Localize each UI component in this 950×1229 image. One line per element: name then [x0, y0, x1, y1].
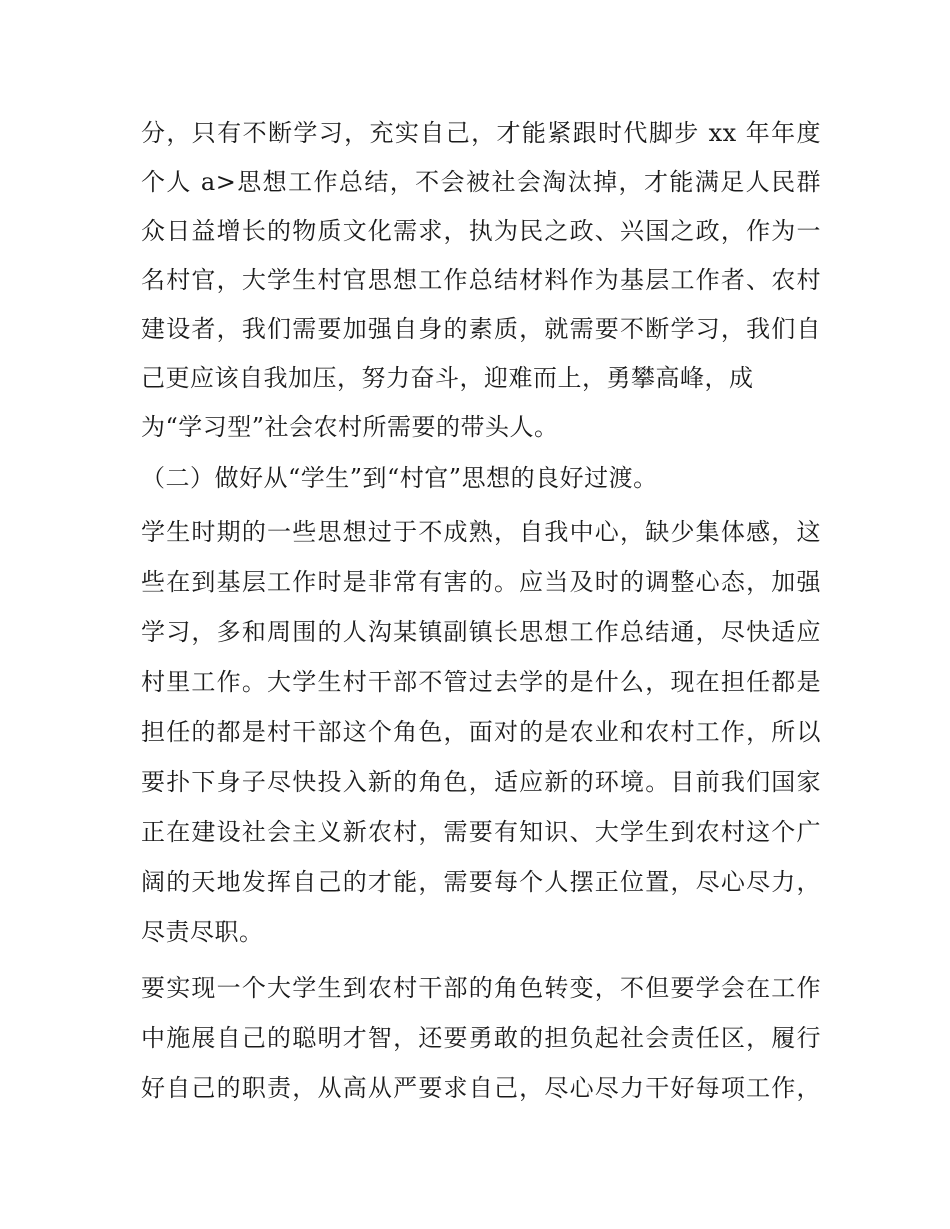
- text-line: 名村官，大学生村官思想工作总结材料作为基层工作者、农村: [141, 266, 821, 294]
- text-line: 个人 a>思想工作总结，不会被社会淘汰掉，才能满足人民群: [141, 168, 821, 196]
- text-line: 建设者，我们需要加强自身的素质，就需要不断学习，我们自: [141, 315, 821, 343]
- text-line: 担任的都是村干部这个角色，面对的是农业和农村工作，所以: [141, 718, 821, 746]
- text-line: 分，只有不断学习，充实自己，才能紧跟时代脚步 xx 年年度: [141, 119, 821, 147]
- text-line: 村里工作。大学生村干部不管过去学的是什么，现在担任都是: [141, 668, 821, 696]
- text-line: 些在到基层工作时是非常有害的。应当及时的调整心态，加强: [141, 568, 821, 596]
- text-line: 要实现一个大学生到农村干部的角色转变，不但要学会在工作: [141, 974, 821, 1002]
- text-line: 中施展自己的聪明才智，还要勇敢的担负起社会责任区，履行: [141, 1024, 821, 1052]
- text-line: 学习，多和周围的人沟某镇副镇长思想工作总结通，尽快适应: [141, 618, 821, 646]
- text-line: 学生时期的一些思想过于不成熟，自我中心，缺少集体感，这: [141, 518, 821, 546]
- text-line: 要扑下身子尽快投入新的角色，适应新的环境。目前我们国家: [141, 768, 821, 796]
- text-line: 众日益增长的物质文化需求，执为民之政、兴国之政，作为一: [141, 217, 821, 245]
- text-line: 为“学习型”社会农村所需要的带头人。: [141, 413, 559, 441]
- text-line: 阔的天地发挥自己的才能，需要每个人摆正位置，尽心尽力，: [141, 868, 821, 896]
- text-line: 好自己的职责，从高从严要求自己，尽心尽力干好每项工作，: [141, 1074, 821, 1102]
- text-line: 己更应该自我加压，努力奋斗，迎难而上，勇攀高峰，成: [141, 364, 754, 392]
- text-line: 尽责尽职。: [141, 918, 264, 946]
- text-line: 正在建设社会主义新农村，需要有知识、大学生到农村这个广: [141, 818, 821, 846]
- section-heading: （二）做好从“学生”到“村官”思想的良好过渡。: [141, 464, 658, 492]
